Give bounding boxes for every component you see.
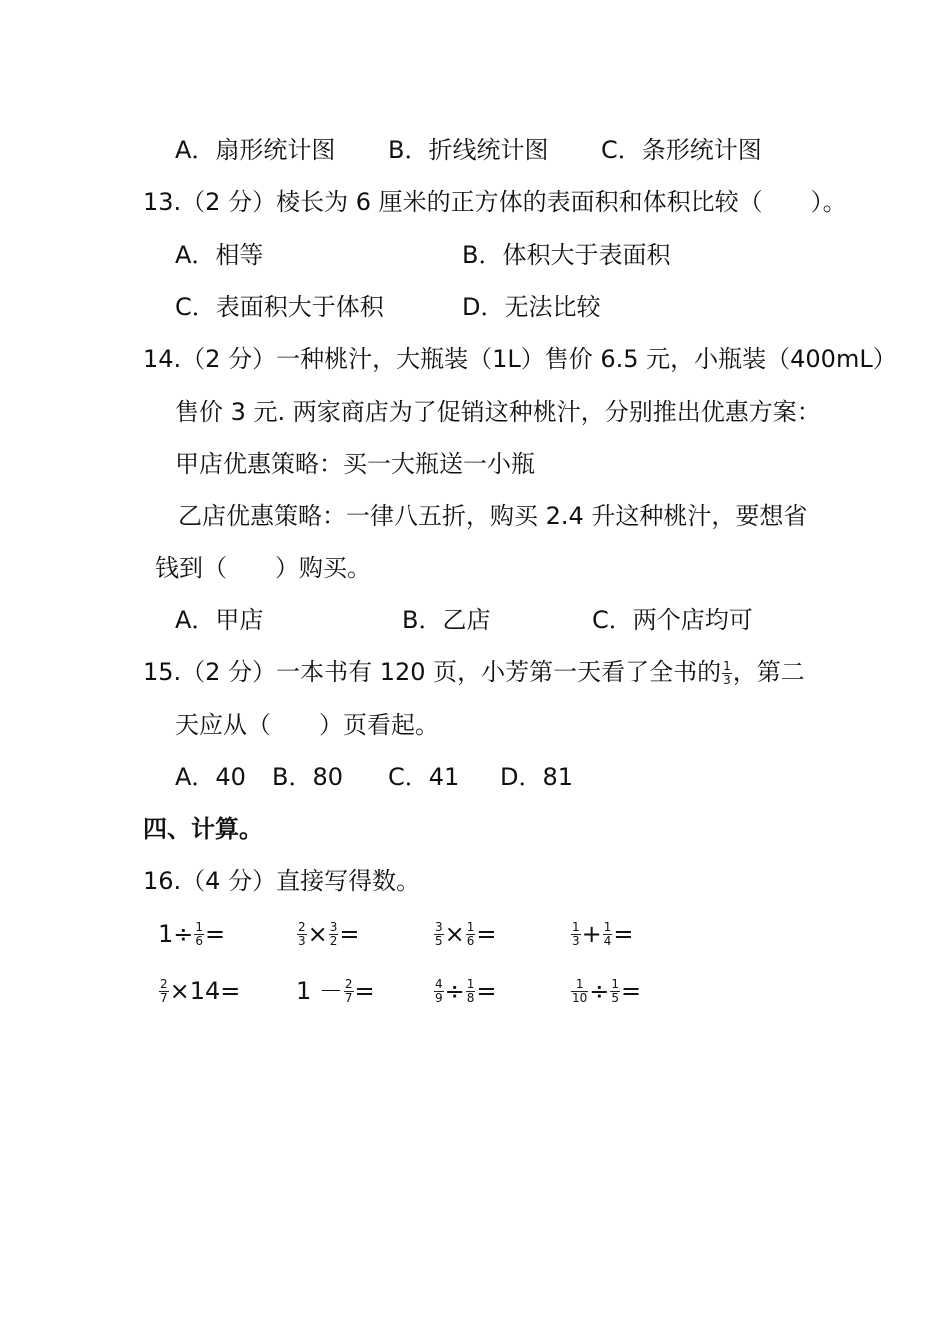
q15-option-a: A．40 bbox=[175, 763, 246, 791]
calc-lead: 1÷ bbox=[158, 920, 194, 949]
q13-option-a: A．相等 bbox=[175, 241, 264, 269]
calc-fraction-2 bbox=[466, 978, 476, 1004]
q15-line-1-prefix: 15.（2 分）一本书有 120 页，小芳第一天看了全书的 bbox=[143, 658, 722, 687]
q13-option-d: D．无法比较 bbox=[462, 293, 601, 321]
q15-line-1-suffix: ，第二 bbox=[732, 658, 805, 687]
calc-lead: 1 － bbox=[296, 977, 343, 1006]
q15-line-2: 天应从（ ）页看起。 bbox=[175, 711, 439, 739]
calc-fraction-1 bbox=[297, 921, 307, 947]
fraction-numerator: 2 bbox=[298, 920, 306, 934]
fraction-numerator: 4 bbox=[435, 977, 443, 991]
fraction-denominator: 7 bbox=[160, 990, 168, 1005]
calc-fraction-1 bbox=[571, 978, 588, 1004]
fraction-numerator: 3 bbox=[329, 920, 338, 934]
calc-item-2 bbox=[296, 921, 360, 947]
q14-option-b: B．乙店 bbox=[402, 606, 491, 634]
calc-fraction bbox=[344, 978, 354, 1004]
calc-tail: = bbox=[339, 920, 360, 949]
calc-fraction-2 bbox=[610, 978, 620, 1004]
calc-fraction-2 bbox=[329, 921, 339, 947]
fraction-denominator: 10 bbox=[572, 990, 588, 1005]
q12-option-b: B．折线统计图 bbox=[388, 136, 549, 164]
fraction-numerator: 3 bbox=[435, 920, 443, 934]
q12-option-a: A．扇形统计图 bbox=[175, 136, 336, 164]
calc-tail: = bbox=[205, 920, 226, 949]
q13-option-b: B．体积大于表面积 bbox=[462, 241, 671, 269]
calc-operator: + bbox=[581, 920, 602, 949]
q16-stem: 16.（4 分）直接写得数。 bbox=[143, 867, 421, 895]
q13-option-c: C．表面积大于体积 bbox=[175, 293, 384, 321]
q12-option-c: C．条形统计图 bbox=[601, 136, 762, 164]
calc-operator: × bbox=[307, 920, 328, 949]
calc-item-5 bbox=[158, 978, 240, 1004]
fraction-denominator: 5 bbox=[611, 990, 620, 1005]
fraction-denominator: 6 bbox=[466, 933, 475, 948]
q14-option-a: A．甲店 bbox=[175, 606, 264, 634]
calc-operator: ÷ bbox=[444, 977, 465, 1006]
calc-tail: = bbox=[476, 977, 497, 1006]
q15-fraction bbox=[722, 660, 732, 686]
q14-line-2: 售价 3 元. 两家商店为了促销这种桃汁，分别推出优惠方案： bbox=[175, 398, 821, 426]
q14-line-1: 14.（2 分）一种桃汁，大瓶装（1L）售价 6.5 元，小瓶装（400mL） bbox=[143, 345, 897, 373]
q15-option-c: C．41 bbox=[388, 763, 460, 791]
fraction-numerator: 1 bbox=[572, 920, 580, 934]
calc-item-4 bbox=[570, 921, 634, 947]
fraction-denominator: 3 bbox=[298, 933, 306, 948]
calc-operator: ÷ bbox=[589, 977, 610, 1006]
fraction-denominator: 3 bbox=[572, 933, 580, 948]
calc-fraction-2 bbox=[466, 921, 476, 947]
fraction-denominator: 4 bbox=[603, 933, 612, 948]
fraction-numerator: 2 bbox=[344, 977, 353, 991]
q14-line-5: 钱到（ ）购买。 bbox=[155, 554, 371, 582]
calc-item-1 bbox=[158, 921, 225, 947]
fraction-denominator: 5 bbox=[435, 933, 443, 948]
calc-fraction-2 bbox=[603, 921, 613, 947]
fraction-numerator: 1 bbox=[603, 920, 612, 934]
fraction-numerator: 1 bbox=[195, 920, 204, 934]
calc-tail: = bbox=[613, 920, 634, 949]
calc-fraction-1 bbox=[434, 921, 444, 947]
calc-fraction bbox=[159, 978, 169, 1004]
calc-tail: = bbox=[354, 977, 375, 1006]
calc-tail: = bbox=[476, 920, 497, 949]
fraction-denominator: 6 bbox=[195, 933, 204, 948]
calc-item-7 bbox=[433, 978, 497, 1004]
q15-line-1 bbox=[143, 660, 805, 686]
calc-fraction-1 bbox=[571, 921, 581, 947]
fraction-denominator: 2 bbox=[329, 933, 338, 948]
calc-item-8 bbox=[570, 978, 641, 1004]
calc-item-6 bbox=[296, 978, 375, 1004]
calc-fraction-1 bbox=[434, 978, 444, 1004]
calc-tail: ×14= bbox=[169, 977, 241, 1006]
calc-tail: = bbox=[621, 977, 642, 1006]
q15-fraction-numerator: 1 bbox=[723, 659, 731, 673]
q13-stem: 13.（2 分）棱长为 6 厘米的正方体的表面积和体积比较（ ）。 bbox=[143, 188, 847, 216]
calc-fraction bbox=[194, 921, 204, 947]
section-4-title: 四、计算。 bbox=[143, 815, 263, 843]
q15-option-b: B．80 bbox=[272, 763, 344, 791]
q15-fraction-denominator: 3 bbox=[723, 672, 731, 687]
q15-option-d: D．81 bbox=[500, 763, 574, 791]
q14-option-c: C．两个店均可 bbox=[592, 606, 753, 634]
fraction-denominator: 7 bbox=[344, 990, 353, 1005]
q14-line-3: 甲店优惠策略：买一大瓶送一小瓶 bbox=[175, 450, 535, 478]
q14-line-4: 乙店优惠策略：一律八五折，购买 2.4 升这种桃汁，要想省 bbox=[178, 502, 808, 530]
fraction-numerator: 2 bbox=[160, 977, 168, 991]
fraction-numerator: 1 bbox=[611, 977, 620, 991]
fraction-denominator: 8 bbox=[466, 990, 475, 1005]
fraction-numerator: 1 bbox=[571, 978, 588, 992]
calc-item-3 bbox=[433, 921, 497, 947]
fraction-numerator: 1 bbox=[466, 977, 475, 991]
fraction-denominator: 9 bbox=[435, 990, 443, 1005]
fraction-numerator: 1 bbox=[466, 920, 475, 934]
calc-operator: × bbox=[444, 920, 465, 949]
